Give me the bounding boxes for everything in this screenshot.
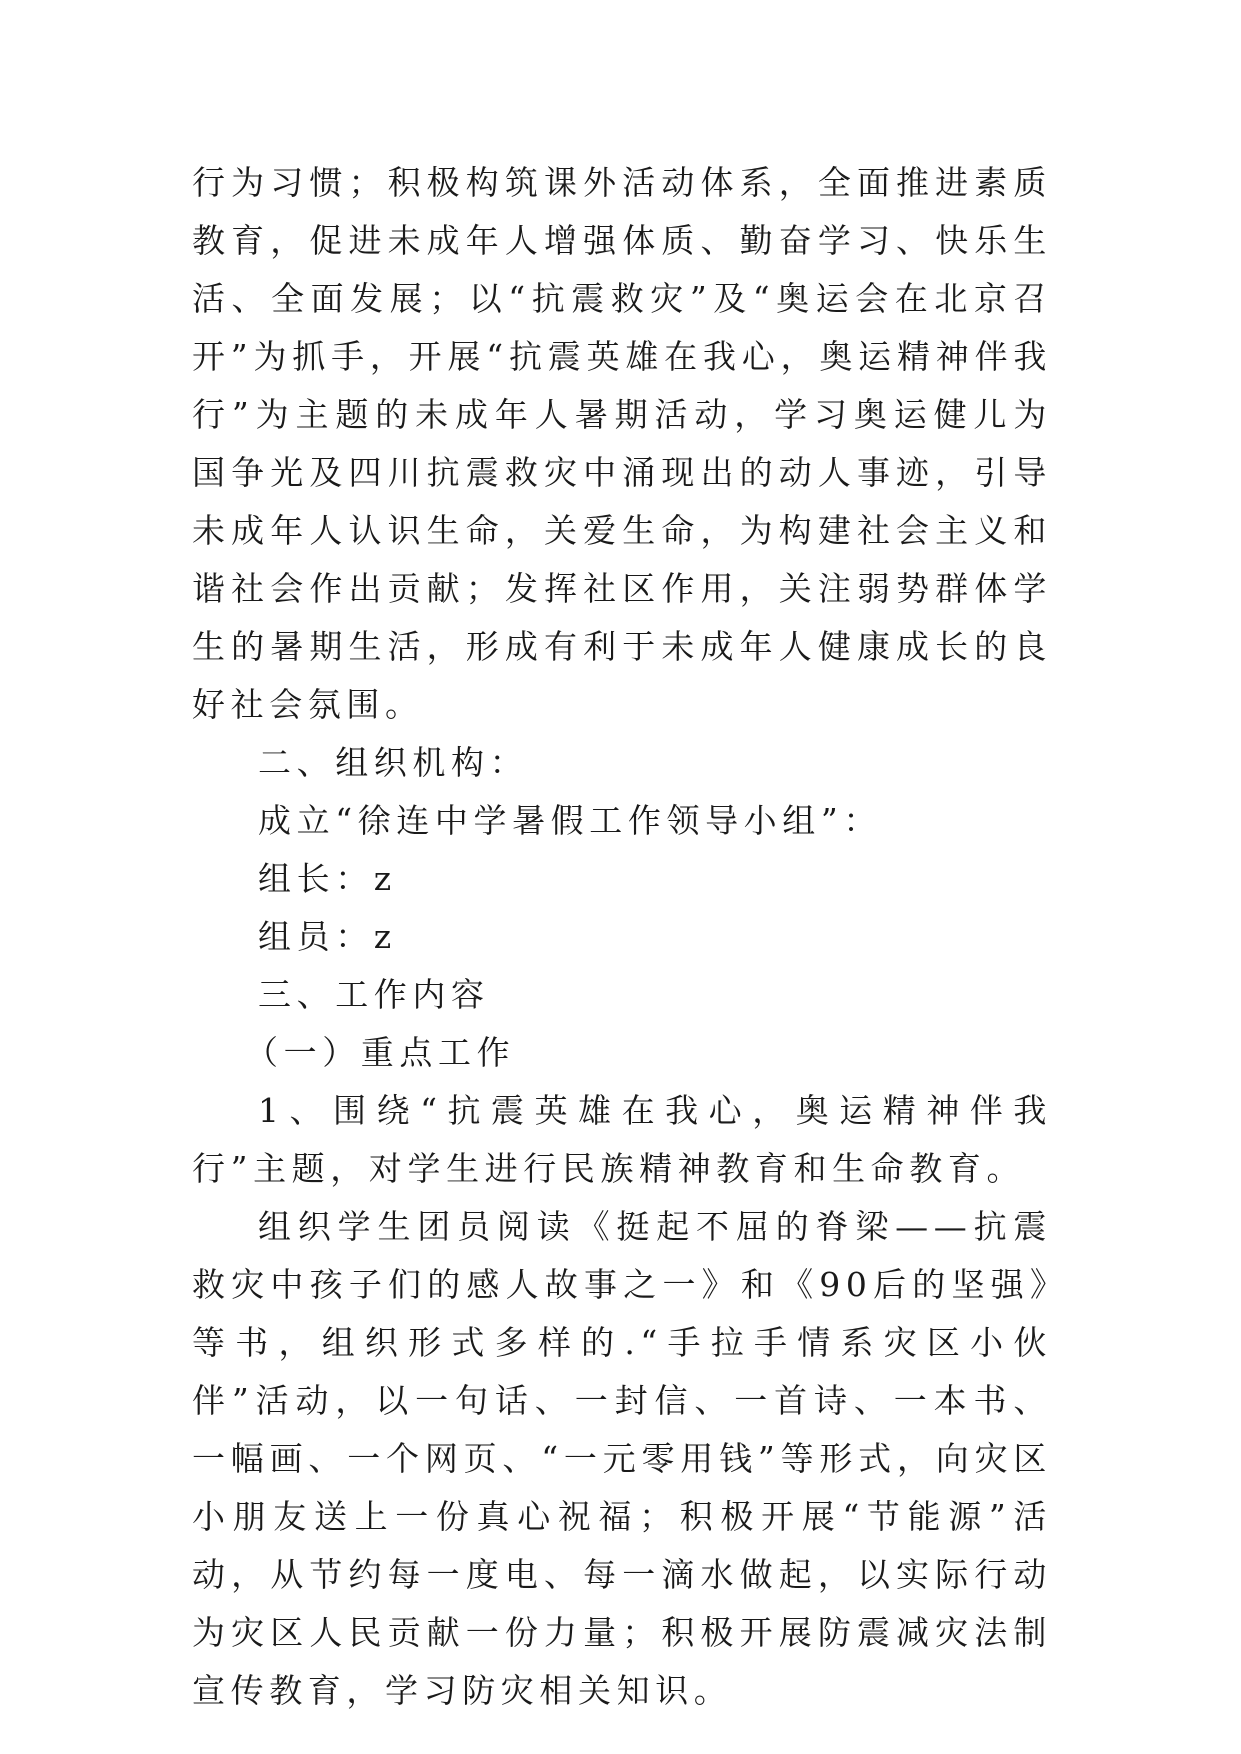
sub-heading-key-work: （一）重点工作 [245,1033,516,1072]
body-paragraph-continuation: 行为习惯；积极构筑课外活动体系，全面推进素质教育，促进未成年人增强体质、勤奋学习、快乐生活、全面发展；以“抗震救灾”及“奥运会在北京召开”为抓手，开展“抗震英雄在我心，奥运精神伴我行”为主题的未成年人暑期活动，学习奥运健儿为国争光及四川抗震救灾中涌现出的动人事迹，引导未成年人认识生命，关爱生命，为构建社会主义和谐社会作出贡献；发挥社区作用，关注弱势群体学生的暑期生活，形成有利于未成年人健康成长的良好社会氛围。 [192,163,1052,724]
leadership-group-line: 成立“徐连中学暑假工作领导小组”： [258,801,882,840]
body-paragraph-item-1: 1、围绕“抗震英雄在我心，奥运精神伴我行”主题，对学生进行民族精神教育和生命教育。 [192,1091,1052,1188]
document-page [192,154,1052,1720]
group-members-line: 组员：z [258,917,397,956]
section-heading-work-content: 三、工作内容 [258,975,490,1014]
section-heading-organization: 二、组织机构： [258,743,529,782]
group-leader-line: 组长：z [258,859,397,898]
body-paragraph-activities: 组织学生团员阅读《挺起不屈的脊梁——抗震救灾中孩子们的感人故事之一》和《90后的坚强》等书，组织形式多样的.“手拉手情系灾区小伙伴”活动，以一句话、一封信、一首诗、一本书、一幅画、一个网页、“一元零用钱”等形式，向灾区小朋友送上一份真心祝福；积极开展“节能源”活动，从节约每一度电、每一滴水做起，以实际行动为灾区人民贡献一份力量；积极开展防震减灾法制宣传教育，学习防灾相关知识。 [192,1207,1052,1710]
